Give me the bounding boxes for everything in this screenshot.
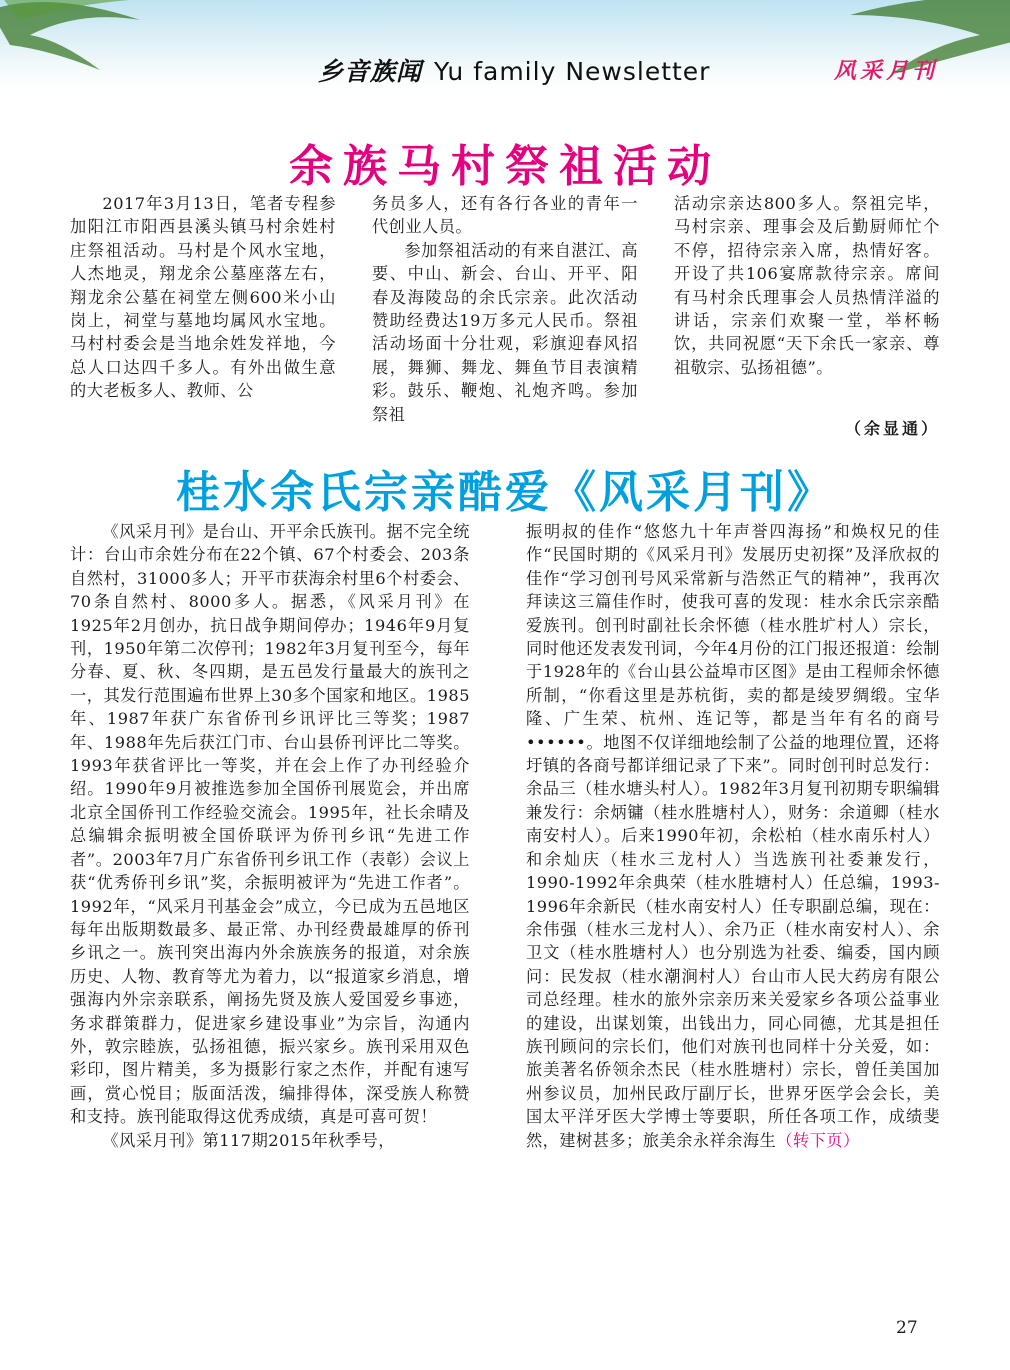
continued-link[interactable]: （转下页） bbox=[776, 1130, 860, 1150]
article2-paragraph: 《风采月刊》第117期2015年秋季号， bbox=[102, 1130, 395, 1150]
newsletter-title-en: Yu family Newsletter bbox=[434, 57, 711, 86]
article1-paragraph: 参加祭祖活动的有来自湛江、高要、中山、新会、台山、开平、阳春及海陵岛的余氏宗亲。此次活动赞助经费达19万多元人民币。祭祖活动场面十分壮观，彩旗迎春风招展，舞狮、舞龙、舞鱼节目表演精彩。鼓乐、鞭炮、礼炮齐鸣。参加祭祖 bbox=[372, 240, 639, 424]
page-number: 27 bbox=[896, 1318, 918, 1338]
article1-paragraph: 2017年3月13日，笔者专程参加阳江市阳西县溪头镇马村余姓村庄祭祖活动。马村是个风水宝地，人杰地灵，翔龙余公墓座落左右，翔龙余公墓在祠堂左侧600米小山岗上，祠堂与墓地均属风水宝地。马村村委会是当地余姓发祥地，今总人口达四千多人。有外出做生意的大老板多人、教师、公 bbox=[70, 194, 336, 401]
article2-title: 桂水余氏宗亲酷爱《风采月刊》 bbox=[176, 467, 834, 518]
article2-column-2 bbox=[526, 520, 940, 1152]
newsletter-title bbox=[318, 52, 710, 88]
article1-paragraph: 活动宗亲达800多人。祭祖完毕，马村宗亲、理事会及后勤厨师忙个不停，招待宗亲入席，热情好客。开设了共106宴席款待宗亲。席间有马村余氏理事会人员热情洋溢的讲话，宗亲们欢聚一堂，举杯畅饮，共同祝愿“天下余氏一家亲、尊祖敬宗、弘扬祖德”。 bbox=[674, 194, 940, 377]
article1-column-3 bbox=[674, 192, 940, 379]
article1-column-1 bbox=[70, 192, 336, 403]
article1-column-2 bbox=[372, 192, 638, 426]
article1-title: 余族马村祭祖活动 bbox=[289, 141, 721, 192]
article1-author: （余显通） bbox=[844, 419, 940, 438]
article2-paragraph: 《风采月刊》是台山、开平余氏族刊。据不完全统计：台山市余姓分布在22个镇、67个村委会、203条自然村，31000多人；开平市获海余村里6个村委会、70条自然村、8000多人。据悉，《风采月刊》在1925年2月创办，抗日战争期间停办；1946年9月复刊，1950年第二次停刊；1982年3月复刊至今，每年分春、夏、秋、冬四期，是五邑发行量最大的族刊之一，其发行范围遍布世界上30多个国家和地区。1985年、1987年获广东省侨刊乡讯评比三等奖；1987年、1988年先后获江门市、台山县侨刊评比二等奖。1993年获省评比一等奖，并在会上作了办刊经验介绍。1990年9月被推选参加全国侨刊展览会，并出席北京全国侨刊工作经验交流会。1995年，社长余晴及总编辑余振明被全国侨联评为侨刊乡讯“先进工作者”。2003年7月广东省侨刊乡讯工作（表彰）会议上获“优秀侨刊乡讯”奖，余振明被评为“先进工作者”。1992年，“风采月刊基金会”成立，今已成为五邑地区每年出版期数最多、最正常、办刊经费最雄厚的侨刊乡讯之一。族刊突出海内外余族族务的报道，对余族历史、人物、教育等尤为着力，以“报道家乡消息，增强海内外宗亲联系，阐扬先贤及族人爱国爱乡事迹，务求群策群力，促进家乡建设事业”为宗旨，沟通内外，敦宗睦族，弘扬祖德，振兴家乡。族刊采用双色彩印，图片精美，多为摄影行家之杰作，并配有速写画，赏心悦目；版面活泼，编排得体，深受族人称赞和支持。族刊能取得这优秀成绩，真是可喜可贺！ bbox=[70, 522, 470, 1127]
newsletter-title-cn: 乡音族闻 bbox=[318, 57, 423, 86]
header-banner bbox=[0, 0, 1010, 90]
article1-paragraph: 务员多人，还有各行各业的青年一代创业人员。 bbox=[372, 194, 638, 237]
section-name: 风采月刊 bbox=[834, 59, 939, 84]
palm-leaf-left-icon bbox=[0, 0, 150, 90]
article2-paragraph-text: 振明叔的佳作“悠悠九十年声誉四海扬”和焕权兄的佳作“民国时期的《风采月刊》发展历史初探”及泽欣叔的佳作“学习创刊号风采常新与浩然正气的精神”，我再次拜读这三篇佳作时，使我可喜的发现：桂水余氏宗亲酷爱族刊。创刊时副社长余怀德（桂水胜圹村人）宗长，同时他还发表发刊词，今年4月份的江门报还报道：绘制于1928年的《台山县公益埠市区图》是由工程师余怀德所制，“你看这里是苏杭街，卖的都是绫罗绸缎。宝华隆、广生荣、杭州、连记等，都是当年有名的商号••••••。地图不仅详细地绘制了公益的地理位置，还将圩镇的各商号都详细记录了下来”。同时创刊时总发行：余品三（桂水塘头村人）。1982年3月复刊初期专职编辑兼发行：余炳镛（桂水胜塘村人），财务：余道卿（桂水南安村人）。后来1990年初，余松柏（桂水南乐村人）和余灿庆（桂水三龙村人）当选族刊社委兼发行，1990-1992年余典荣（桂水胜塘村人）任总编，1993-1996年余新民（桂水南安村人）任专职副总编，现在：余伟强（桂水三龙村人）、余乃正（桂水南安村人）、余卫文（桂水胜塘村人）也分别选为社委、编委，国内顾问：民发叔（桂水潮涧村人）台山市人民大药房有限公司总经理。桂水的旅外宗亲历来关爱家乡各项公益事业的建设，出谋划策，出钱出力，同心同德，尤其是担任族刊顾问的宗长们，他们对族刊也同样十分关爱，如：旅美著名侨领余杰民（桂水胜塘村）宗长，曾任美国加州参议员，加州民政厅副厅长，世界牙医学会会长，美国太平洋牙医大学博士等要职，所任各项工作，成绩斐然，建树甚多；旅美余永祥余海生 bbox=[526, 522, 940, 1150]
article2-column-1 bbox=[70, 520, 470, 1152]
article2-paragraph bbox=[526, 520, 940, 1152]
